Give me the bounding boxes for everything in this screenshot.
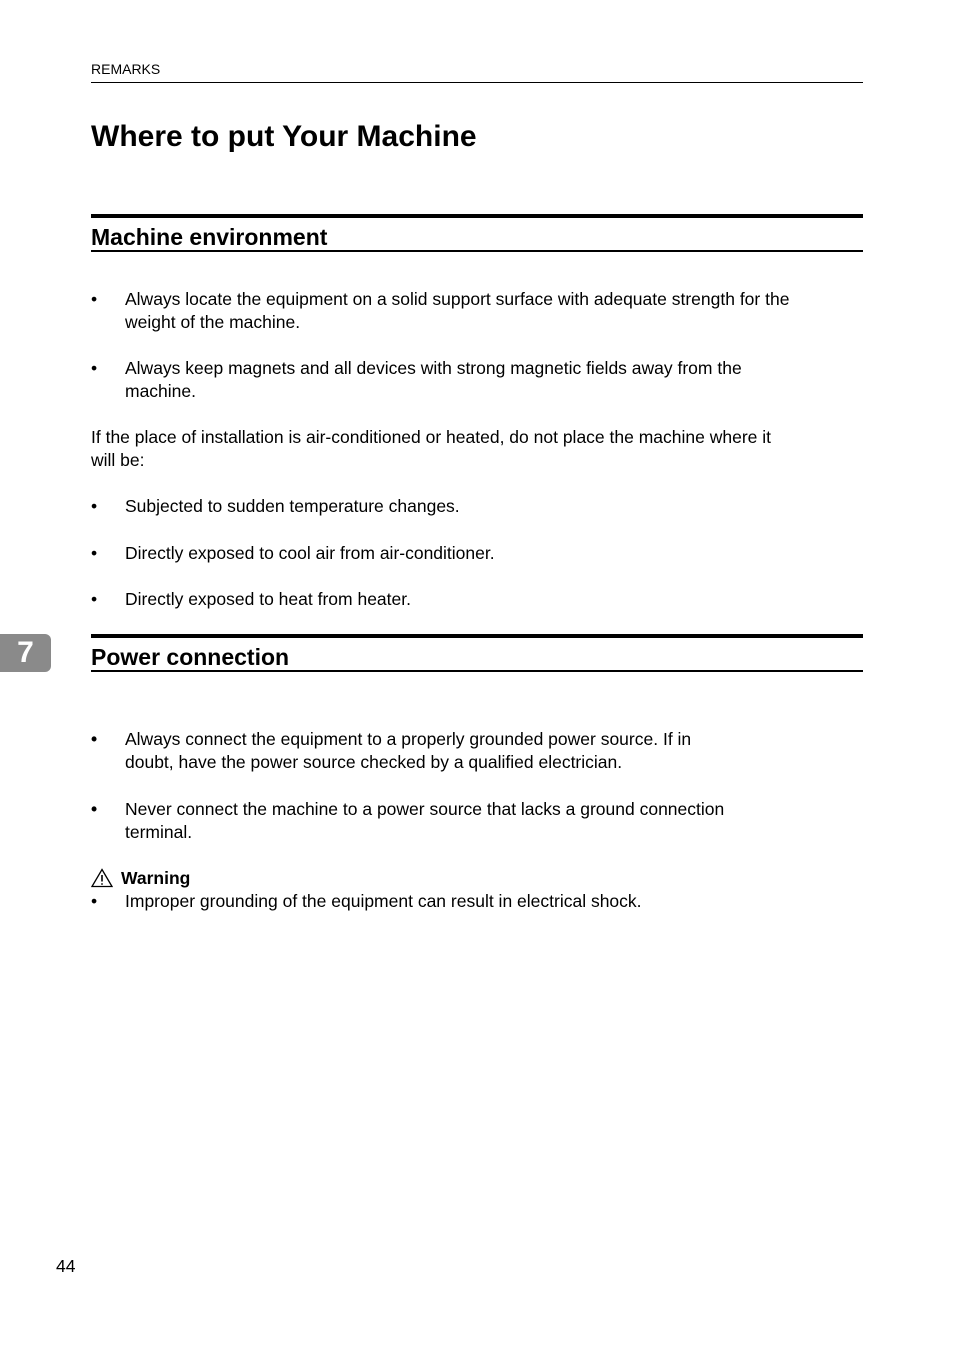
list-item-line: weight of the machine. xyxy=(125,312,301,332)
header-label: REMARKS xyxy=(91,61,161,77)
bullet-marker: • xyxy=(91,543,98,563)
list-item-line: Always locate the equipment on a solid support surface with adequate strength for the xyxy=(125,289,790,309)
paragraph-line: If the place of installation is air-conditioned or heated, do not place the machine where it xyxy=(91,427,771,447)
page-title: Where to put Your Machine xyxy=(91,120,477,153)
list-item-text: Subjected to sudden temperature changes. xyxy=(125,496,460,516)
paragraph-line: will be: xyxy=(91,450,145,470)
bullet-marker: • xyxy=(91,729,98,749)
bullet-marker: • xyxy=(91,496,98,516)
warning-triangle-icon xyxy=(91,868,113,888)
list-item xyxy=(91,495,863,518)
list-item-line: machine. xyxy=(125,381,197,401)
chapter-tab xyxy=(0,634,51,672)
running-header xyxy=(91,60,863,83)
section-title: Power connection xyxy=(91,644,290,670)
list-item-text: Directly exposed to cool air from air-conditioner. xyxy=(125,543,495,563)
warning-heading xyxy=(91,866,190,890)
warning-label: Warning xyxy=(121,868,191,888)
list-item xyxy=(91,288,863,334)
list-item xyxy=(91,798,863,844)
list-item xyxy=(91,357,863,403)
page-number: 44 xyxy=(56,1256,76,1276)
list-item xyxy=(91,542,863,565)
list-item-line: Never connect the machine to a power source that lacks a ground connection xyxy=(125,799,725,819)
list-item xyxy=(91,728,863,774)
bullet-marker: • xyxy=(91,589,98,609)
chapter-number: 7 xyxy=(17,636,34,669)
list-item-line: terminal. xyxy=(125,822,193,842)
list-item-line: doubt, have the power source checked by a qualified electrician. xyxy=(125,752,623,772)
bullet-marker: • xyxy=(91,891,98,911)
list-item-line: Always connect the equipment to a properly grounded power source. If in xyxy=(125,729,692,749)
list-item xyxy=(91,588,863,611)
list-item xyxy=(91,890,863,913)
bullet-marker: • xyxy=(91,289,98,309)
body-paragraph xyxy=(91,426,863,472)
section-heading-power-connection xyxy=(91,634,863,672)
list-item-text: Improper grounding of the equipment can result in electrical shock. xyxy=(125,891,642,911)
section-heading-machine-environment xyxy=(91,214,863,252)
list-item-line: Always keep magnets and all devices with strong magnetic fields away from the xyxy=(125,358,742,378)
section-title: Machine environment xyxy=(91,224,328,250)
list-item-text: Directly exposed to heat from heater. xyxy=(125,589,411,609)
bullet-marker: • xyxy=(91,799,98,819)
bullet-marker: • xyxy=(91,358,98,378)
